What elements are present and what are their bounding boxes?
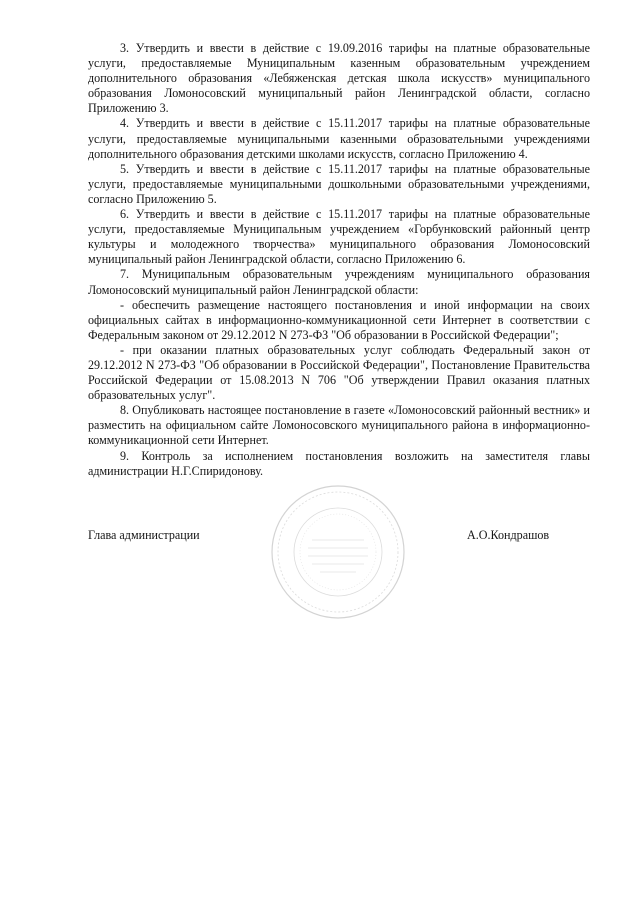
paragraph-3: 3. Утвердить и ввести в действие с 19.09.2016 тарифы на платные образовательные услуги, предоставляемые Муниципальным казенным образовательным учреждением дополнительного образования «Лебяженская детская школа искусств» муниципального образования Ломоносовский муниципальный район Ленинградской области, согласно Приложению 3. (88, 41, 590, 116)
paragraph-4: 4. Утвердить и ввести в действие с 15.11.2017 тарифы на платные образовательные услуги, предоставляемые муниципальными казенными образовательными учреждениями дополнительного образования детскими школами искусств, согласно Приложению 4. (88, 116, 590, 161)
paragraph-5: 5. Утвердить и ввести в действие с 15.11.2017 тарифы на платные образовательные услуги, предоставляемые муниципальными дошкольными образовательными учреждениями, согласно Приложению 5. (88, 161, 590, 206)
paragraph-7-item-1: - обеспечить размещение настоящего постановления и иной информации на своих официальных сайтах в информационно-коммуникационной сети Интернет в соответствии с Федеральным законом от 29.12.2012 N 273-ФЗ "Об образовании в Российской Федерации"; (88, 297, 590, 342)
official-seal-stamp (268, 482, 408, 622)
paragraph-8: 8. Опубликовать настоящее постановление в газете «Ломоносовский районный вестник» и разместить на официальном сайте Ломоносовского муниципального района в информационно-коммуникационной сети Интернет. (88, 403, 590, 448)
paragraph-6: 6. Утвердить и ввести в действие с 15.11.2017 тарифы на платные образовательные услуги, предоставляемые Муниципальным учреждением «Горбунковский районный центр культуры и молодежного творчества» муниципального образования Ломоносовский муниципальный район Ленинградской области, согласно Приложению 6. (88, 207, 590, 267)
signature-position-title: Глава администрации (88, 528, 200, 542)
paragraph-7: 7. Муниципальным образовательным учреждениям муниципального образования Ломоносовский муниципальный район Ленинградской области: (88, 267, 590, 297)
document-body (88, 41, 590, 479)
signature-signer-name: А.О.Кондрашов (467, 528, 550, 542)
paragraph-9: 9. Контроль за исполнением постановления возложить на заместителя главы администрации Н.Г.Спиридонову. (88, 448, 590, 478)
paragraph-7-item-2: - при оказании платных образовательных услуг соблюдать Федеральный закон от 29.12.2012 N 273-ФЗ "Об образовании в Российской Федерации", Постановление Правительства Российской Федерации от 15.08.2013 N 706 "Об утверждении Правил оказания платных образовательных услуг". (88, 342, 590, 403)
